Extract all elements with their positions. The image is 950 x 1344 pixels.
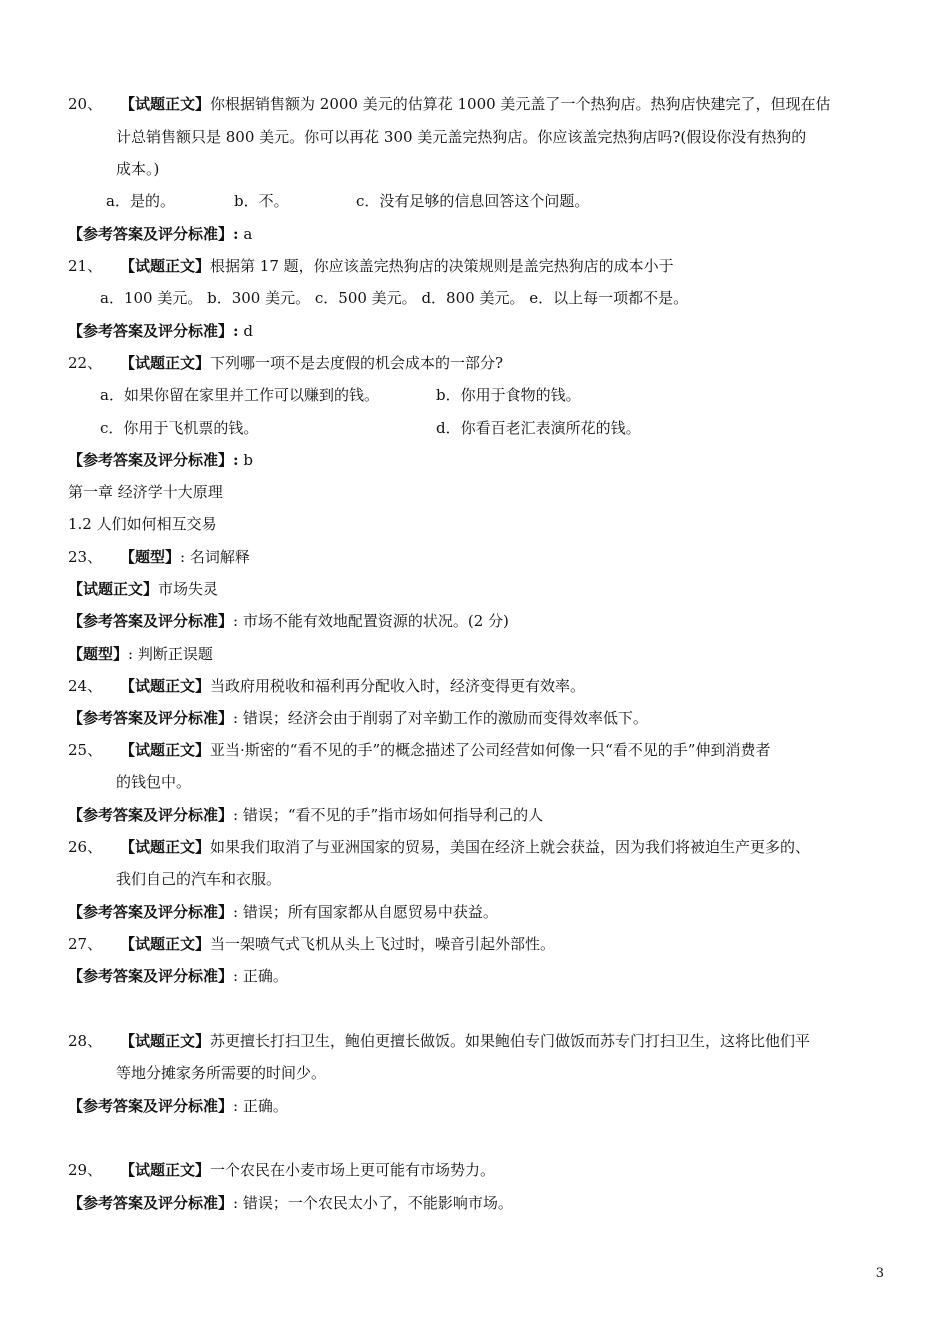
option-c: c．你用于飞机票的钱。 (100, 419, 259, 437)
question-text-cont: 的钱包中。 (116, 773, 192, 791)
answer: 【参考答案及评分标准】: b (68, 451, 253, 469)
section-heading: 1.2 人们如何相互交易 (68, 515, 217, 533)
options-line: a．100 美元。 b．300 美元。 c．500 美元。 d．800 美元。 e．以上每一项都不是。 (100, 289, 689, 307)
answer-tag: 【参考答案及评分标准】 (68, 709, 234, 727)
type-tag: 【题型】 (68, 645, 129, 663)
question-tag: 【试题正文】 (120, 257, 211, 275)
answer-tag: 【参考答案及评分标准】 (68, 806, 234, 824)
question-text: 【试题正文】亚当·斯密的“看不见的手”的概念描述了公司经营如何像一只“看不见的手”伸到消费者 (120, 741, 771, 759)
answer-tag: 【参考答案及评分标准】 (68, 225, 234, 243)
question-text-cont: 成本。) (116, 160, 160, 178)
question-number: 27、 (68, 935, 103, 953)
question-number: 22、 (68, 354, 103, 372)
option-d: d．你看百老汇表演所花的钱。 (436, 419, 641, 437)
option-a: a．如果你留在家里并工作可以赚到的钱。 (100, 386, 379, 404)
question-tag: 【试题正文】 (120, 1161, 211, 1179)
answer-tag: 【参考答案及评分标准】 (68, 612, 234, 630)
question-type: 【题型】: 名词解释 (120, 548, 250, 566)
answer-tag: 【参考答案及评分标准】 (68, 322, 234, 340)
answer: 【参考答案及评分标准】: 市场不能有效地配置资源的状况。(2 分) (68, 612, 509, 630)
answer: 【参考答案及评分标准】: 错误；所有国家都从自愿贸易中获益。 (68, 903, 498, 921)
answer-tag: 【参考答案及评分标准】 (68, 451, 234, 469)
question-text-cont: 等地分摊家务所需要的时间少。 (116, 1064, 327, 1082)
answer: 【参考答案及评分标准】: 错误；“看不见的手”指市场如何指导利己的人 (68, 806, 544, 824)
question-tag: 【试题正文】 (120, 935, 211, 953)
question-text: 【试题正文】根据第 17 题，你应该盖完热狗店的决策规则是盖完热狗店的成本小于 (120, 257, 674, 275)
question-number: 24、 (68, 677, 103, 695)
option-b: b．不。 (234, 192, 289, 210)
question-text: 【试题正文】苏更擅长打扫卫生，鲍伯更擅长做饭。如果鲍伯专门做饭而苏专门打扫卫生，这将比他们平 (120, 1032, 811, 1050)
question-number: 29、 (68, 1161, 103, 1179)
question-text-cont: 我们自己的汽车和衣服。 (116, 870, 282, 888)
question-number: 20、 (68, 95, 103, 113)
question-tag: 【试题正文】 (120, 677, 211, 695)
question-text: 【试题正文】下列哪一项不是去度假的机会成本的一部分? (120, 354, 504, 372)
question-text: 【试题正文】你根据销售额为 2000 美元的估算花 1000 美元盖了一个热狗店。热狗店快建完了，但现在估 (120, 95, 831, 113)
question-tag: 【试题正文】 (68, 580, 159, 598)
page-number: 3 (875, 1266, 884, 1281)
answer-tag: 【参考答案及评分标准】 (68, 967, 234, 985)
answer: 【参考答案及评分标准】: 正确。 (68, 1097, 288, 1115)
option-a: a．是的。 (106, 192, 175, 210)
question-number: 21、 (68, 257, 103, 275)
type-tag: 【题型】 (120, 548, 181, 566)
question-type: 【题型】: 判断正误题 (68, 645, 213, 663)
answer-tag: 【参考答案及评分标准】 (68, 1194, 234, 1212)
question-text: 【试题正文】当政府用税收和福利再分配收入时，经济变得更有效率。 (120, 677, 586, 695)
question-tag: 【试题正文】 (120, 838, 211, 856)
question-tag: 【试题正文】 (120, 354, 211, 372)
question-tag: 【试题正文】 (120, 95, 211, 113)
question-number: 23、 (68, 548, 103, 566)
answer: 【参考答案及评分标准】: 错误；经济会由于削弱了对辛勤工作的激励而变得效率低下。 (68, 709, 648, 727)
option-c: c．没有足够的信息回答这个问题。 (356, 192, 590, 210)
question-tag: 【试题正文】 (120, 1032, 211, 1050)
answer: 【参考答案及评分标准】: d (68, 322, 253, 340)
question-number: 26、 (68, 838, 103, 856)
question-text: 【试题正文】当一架喷气式飞机从头上飞过时，噪音引起外部性。 (120, 935, 556, 953)
chapter-heading: 第一章 经济学十大原理 (68, 483, 223, 501)
answer: 【参考答案及评分标准】: 错误；一个农民太小了，不能影响市场。 (68, 1194, 513, 1212)
question-text: 【试题正文】一个农民在小麦市场上更可能有市场势力。 (120, 1161, 496, 1179)
answer-tag: 【参考答案及评分标准】 (68, 903, 234, 921)
question-tag: 【试题正文】 (120, 741, 211, 759)
question-text: 【试题正文】如果我们取消了与亚洲国家的贸易，美国在经济上就会获益，因为我们将被迫生产更多的、 (120, 838, 811, 856)
question-text-cont: 计总销售额只是 800 美元。你可以再花 300 美元盖完热狗店。你应该盖完热狗店吗?(假设你没有热狗的 (116, 128, 807, 146)
answer: 【参考答案及评分标准】: a (68, 225, 253, 243)
option-b: b．你用于食物的钱。 (436, 386, 581, 404)
question-text: 【试题正文】市场失灵 (68, 580, 219, 598)
answer-tag: 【参考答案及评分标准】 (68, 1097, 234, 1115)
question-number: 28、 (68, 1032, 103, 1050)
answer: 【参考答案及评分标准】: 正确。 (68, 967, 288, 985)
question-number: 25、 (68, 741, 103, 759)
